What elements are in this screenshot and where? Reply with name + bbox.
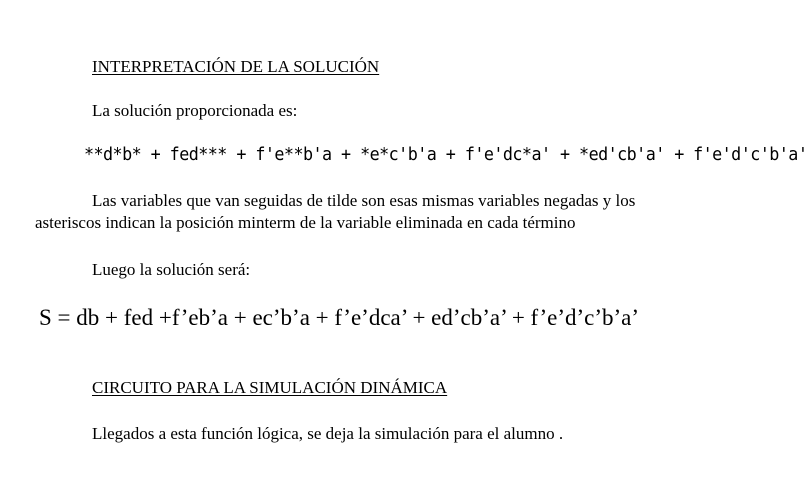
explanation-line-2: asteriscos indican la posición minterm de la variable eliminada en cada término [35, 213, 576, 232]
solution-intro-text: La solución proporcionada es: [92, 101, 298, 120]
section-heading-circuit: CIRCUITO PARA LA SIMULACIÓN DINÁMICA [92, 378, 448, 397]
solution-then-text: Luego la solución será: [92, 260, 251, 279]
simulation-note-text: Llegados a esta función lógica, se deja la simulación para el alumno . [92, 424, 564, 443]
section-heading-interpretation: INTERPRETACIÓN DE LA SOLUCIÓN [92, 57, 380, 76]
raw-solution-main: **d*b* + fed*** + f'e**b'a + *e*c'b'a + f'e'dc*a' + *ed'cb'a' + [84, 144, 684, 165]
final-solution-formula: S = db + fed +f’eb’a + ec’b’a + f’e’dca’ + ed’cb’a’ + f’e’d’c’b’a’ [39, 305, 640, 330]
raw-solution-formula [84, 144, 807, 165]
raw-solution-tail: f'e'd'c'b'a' [693, 144, 807, 165]
explanation-line-1: Las variables que van seguidas de tilde son esas mismas variables negadas y los [92, 191, 636, 210]
